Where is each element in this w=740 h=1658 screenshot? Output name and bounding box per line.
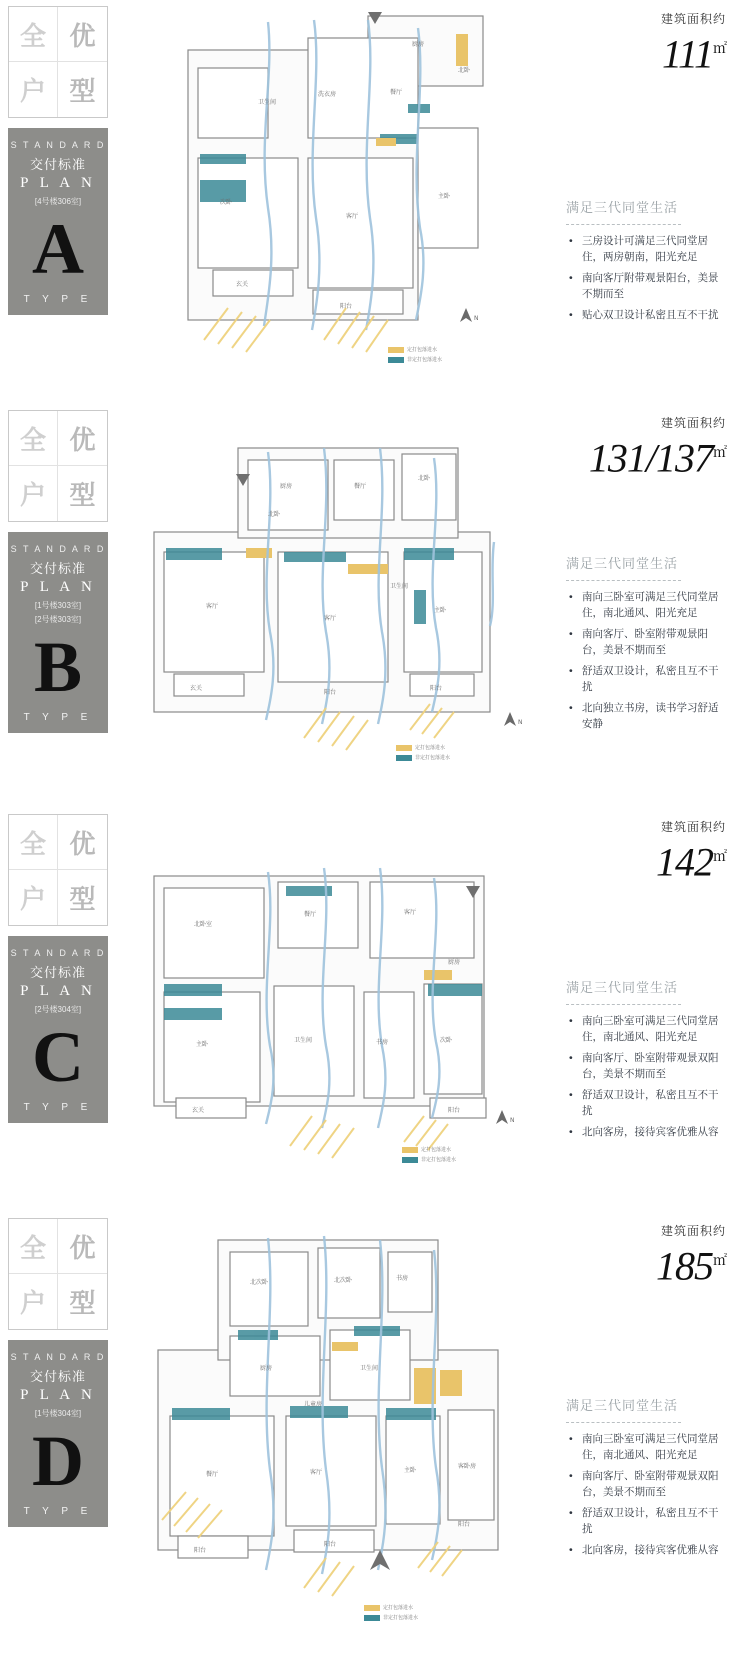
- svg-text:洗衣房: 洗衣房: [318, 91, 337, 98]
- legend-swatch-yellow-d: [364, 1605, 380, 1611]
- building-ref-b-1: [1号楼303室]: [34, 601, 82, 610]
- feature-list-b: [566, 589, 726, 732]
- svg-text:阳台: 阳台: [324, 689, 337, 696]
- feature-title-a: 满足三代同堂生活: [566, 200, 679, 216]
- legend-b: [396, 744, 450, 764]
- badge-char-3: 户: [9, 466, 58, 521]
- info-column-b: [566, 414, 726, 737]
- svg-text:餐厅: 餐厅: [390, 89, 403, 96]
- badge-char-4: 型: [69, 885, 96, 915]
- badge-char-4: 型: [69, 77, 96, 107]
- svg-text:厨房: 厨房: [412, 41, 425, 48]
- svg-text:北卧: 北卧: [268, 511, 281, 518]
- legend-swatch-teal-a: [388, 357, 404, 363]
- badge-char-3: 户: [9, 1274, 58, 1329]
- divider-b: [566, 580, 681, 581]
- list-item: • 贴心双卫设计私密且互不干扰: [580, 307, 726, 323]
- svg-text:客厅: 客厅: [404, 909, 417, 916]
- info-column-d: [566, 1222, 726, 1563]
- svg-text:N: N: [474, 315, 479, 322]
- deliver-label-d: 交付标准: [29, 1370, 86, 1385]
- area-label-c: 建筑面积约: [660, 820, 726, 834]
- feature-list-d: [566, 1431, 726, 1558]
- area-number-d: 185: [656, 1243, 713, 1289]
- legend-swatch-yellow-a: [388, 347, 404, 353]
- quality-badge-a: [8, 6, 108, 118]
- floorplan-drawing-c: [118, 816, 538, 1196]
- list-item: • 南向客厅、卧室附带观景阳台，美景不期而至: [580, 626, 726, 658]
- area-value-d: [566, 1239, 726, 1289]
- badge-char-1: 全: [9, 411, 58, 466]
- svg-text:北次卧: 北次卧: [250, 1279, 269, 1286]
- svg-text:书房: 书房: [396, 1275, 409, 1282]
- svg-text:客厅: 客厅: [324, 615, 337, 622]
- divider-d: [566, 1422, 681, 1423]
- standard-label-d: S T A N D A R D: [10, 1352, 106, 1362]
- svg-text:次卧: 次卧: [220, 199, 233, 206]
- list-item: • 南向三卧室可满足三代同堂居住，南北通风、阳光充足: [580, 589, 726, 621]
- plan-label-b: P L A N: [20, 579, 96, 595]
- svg-text:客厅: 客厅: [346, 213, 359, 220]
- floorplan-c: [118, 816, 538, 1196]
- type-letter-d: D: [32, 1421, 84, 1501]
- svg-text:客厅: 客厅: [310, 1469, 323, 1476]
- svg-text:餐厅: 餐厅: [354, 483, 367, 490]
- area-label-a: 建筑面积约: [660, 12, 726, 26]
- legend-swatch-teal-b: [396, 755, 412, 761]
- legend-text-b-2: 非定打包落进水: [415, 755, 451, 761]
- legend-swatch-teal-c: [402, 1157, 418, 1163]
- area-unit-b: ㎡: [713, 446, 726, 461]
- legend-d: [364, 1604, 418, 1624]
- svg-text:主卧: 主卧: [196, 1041, 209, 1048]
- svg-text:玄关: 玄关: [236, 281, 249, 288]
- badge-char-3: 户: [9, 62, 58, 117]
- area-unit-c: ㎡: [713, 850, 726, 865]
- area-unit-d: ㎡: [713, 1254, 726, 1269]
- feature-title-b: 满足三代同堂生活: [566, 556, 679, 572]
- list-item: • 舒适双卫设计，私密且互不干扰: [580, 1505, 726, 1537]
- area-label-b: 建筑面积约: [660, 416, 726, 430]
- plan-label-c: P L A N: [20, 983, 96, 999]
- plan-label-d: P L A N: [20, 1387, 96, 1403]
- left-badge-column-d: [8, 1218, 108, 1527]
- area-unit-a: ㎡: [713, 42, 726, 57]
- plan-badge-d: [8, 1340, 108, 1527]
- area-value-b: [566, 431, 726, 481]
- left-badge-column-a: [8, 6, 108, 315]
- svg-text:阳台: 阳台: [448, 1107, 461, 1114]
- plan-badge-b: [8, 532, 108, 733]
- badge-char-2: 优: [58, 411, 107, 466]
- divider-c: [566, 1004, 681, 1005]
- svg-text:阳台: 阳台: [430, 685, 443, 692]
- feature-list-a: [566, 233, 726, 323]
- floorplan-b: [118, 412, 538, 792]
- deliver-label-b: 交付标准: [29, 562, 86, 577]
- type-word-b: T Y P E: [23, 712, 93, 723]
- building-ref-c-1: [2号楼304室]: [34, 1005, 82, 1014]
- svg-text:北卧: 北卧: [418, 475, 431, 482]
- list-item: • 北向独立书房，读书学习舒适安静: [580, 700, 726, 732]
- badge-char-1: 全: [9, 1219, 58, 1274]
- legend-a: [388, 346, 442, 366]
- list-item: • 南向三卧室可满足三代同堂居住，南北通风、阳光充足: [580, 1013, 726, 1045]
- feature-list-c: [566, 1013, 726, 1140]
- area-value-a: [566, 27, 726, 77]
- standard-label-b: S T A N D A R D: [10, 544, 106, 554]
- info-column-a: [566, 10, 726, 328]
- quality-badge-b: [8, 410, 108, 522]
- deliver-label-a: 交付标准: [29, 158, 86, 173]
- svg-text:阳台: 阳台: [458, 1521, 471, 1528]
- list-item: • 三房设计可满足三代同堂居住，两房朝南，阳光充足: [580, 233, 726, 265]
- area-number-b: 131/137: [588, 435, 713, 481]
- svg-text:N: N: [510, 1117, 515, 1124]
- svg-text:卫生间: 卫生间: [294, 1037, 313, 1044]
- badge-char-3: 户: [9, 870, 58, 925]
- badge-char-1: 全: [9, 7, 58, 62]
- quality-badge-d: [8, 1218, 108, 1330]
- badge-char-2: 优: [58, 7, 107, 62]
- svg-text:卫生间: 卫生间: [258, 99, 277, 106]
- plan-label-a: P L A N: [20, 175, 96, 191]
- badge-char-2: 优: [58, 1219, 107, 1274]
- legend-text-c-1: 定打包落进水: [421, 1147, 452, 1153]
- svg-text:玄关: 玄关: [192, 1107, 205, 1114]
- plan-badge-a: [8, 128, 108, 315]
- unit-section-c: [0, 808, 740, 1212]
- info-column-c: [566, 818, 726, 1145]
- list-item: • 南向三卧室可满足三代同堂居住，南北通风、阳光充足: [580, 1431, 726, 1463]
- svg-text:主卧: 主卧: [438, 193, 451, 200]
- floorplan-drawing-a: [118, 8, 538, 388]
- list-item: • 舒适双卫设计，私密且互不干扰: [580, 1087, 726, 1119]
- svg-text:阳台: 阳台: [194, 1547, 207, 1554]
- svg-text:厨房: 厨房: [280, 483, 293, 490]
- area-number-c: 142: [656, 839, 713, 885]
- type-letter-a: A: [32, 209, 84, 289]
- legend-swatch-yellow-b: [396, 745, 412, 751]
- feature-title-c: 满足三代同堂生活: [566, 980, 679, 996]
- badge-char-4: 型: [69, 481, 96, 511]
- svg-text:北次卧: 北次卧: [334, 1277, 353, 1284]
- legend-text-b-1: 定打包落进水: [415, 745, 446, 751]
- area-number-a: 111: [661, 31, 713, 77]
- svg-text:厨房: 厨房: [260, 1365, 273, 1372]
- floorplan-drawing-b: [118, 412, 538, 792]
- area-value-c: [566, 835, 726, 885]
- type-word-a: T Y P E: [23, 294, 93, 305]
- unit-section-a: [0, 0, 740, 404]
- divider-a: [566, 224, 681, 225]
- legend-swatch-teal-d: [364, 1615, 380, 1621]
- feature-title-d: 满足三代同堂生活: [566, 1398, 679, 1414]
- left-badge-column-c: [8, 814, 108, 1123]
- type-word-d: T Y P E: [23, 1506, 93, 1517]
- unit-section-d: [0, 1212, 740, 1652]
- svg-text:客厅: 客厅: [206, 603, 219, 610]
- floorplan-drawing-d: [118, 1220, 538, 1640]
- svg-text:玄关: 玄关: [190, 685, 203, 692]
- svg-text:阳台: 阳台: [340, 303, 353, 310]
- svg-text:客卧房: 客卧房: [458, 1463, 477, 1470]
- unit-section-b: [0, 404, 740, 808]
- svg-text:餐厅: 餐厅: [206, 1471, 219, 1478]
- svg-text:卫生间: 卫生间: [360, 1365, 379, 1372]
- type-letter-b: B: [33, 627, 83, 707]
- svg-text:北卧: 北卧: [458, 67, 471, 74]
- legend-text-a-1: 定打包落进水: [407, 347, 438, 353]
- standard-label-c: S T A N D A R D: [10, 948, 106, 958]
- building-ref-b-2: [2号楼303室]: [34, 615, 82, 624]
- legend-swatch-yellow-c: [402, 1147, 418, 1153]
- floorplan-d: [118, 1220, 538, 1640]
- badge-char-1: 全: [9, 815, 58, 870]
- svg-text:儿童房: 儿童房: [304, 1401, 323, 1408]
- list-item: • 北向客房，接待宾客优雅从容: [580, 1124, 726, 1140]
- type-letter-c: C: [32, 1017, 84, 1097]
- list-item: • 南向客厅、卧室附带观景双阳台，美景不期而至: [580, 1050, 726, 1082]
- left-badge-column-b: [8, 410, 108, 733]
- deliver-label-c: 交付标准: [29, 966, 86, 981]
- svg-text:主卧: 主卧: [404, 1467, 417, 1474]
- building-ref-a-1: [4号楼306室]: [34, 197, 82, 206]
- type-word-c: T Y P E: [23, 1102, 93, 1113]
- svg-text:书房: 书房: [376, 1039, 389, 1046]
- standard-label-a: S T A N D A R D: [10, 140, 106, 150]
- legend-text-d-1: 定打包落进水: [383, 1605, 414, 1611]
- legend-text-d-2: 非定打包落进水: [383, 1615, 419, 1621]
- legend-text-c-2: 非定打包落进水: [421, 1157, 457, 1163]
- list-item: • 南向客厅、卧室附带观景双阳台，美景不期而至: [580, 1468, 726, 1500]
- svg-text:N: N: [518, 719, 523, 726]
- legend-text-a-2: 非定打包落进水: [407, 357, 443, 363]
- list-item: • 舒适双卫设计，私密且互不干扰: [580, 663, 726, 695]
- legend-c: [402, 1146, 456, 1166]
- svg-text:阳台: 阳台: [324, 1541, 337, 1548]
- badge-char-4: 型: [69, 1289, 96, 1319]
- list-item: • 北向客房，接待宾客优雅从容: [580, 1542, 726, 1558]
- floorplan-a: [118, 8, 538, 388]
- quality-badge-c: [8, 814, 108, 926]
- svg-text:厨房: 厨房: [448, 959, 461, 966]
- badge-char-2: 优: [58, 815, 107, 870]
- svg-text:次卧: 次卧: [440, 1037, 453, 1044]
- list-item: • 南向客厅附带观景阳台，美景不期而至: [580, 270, 726, 302]
- svg-text:北卧室: 北卧室: [194, 921, 213, 928]
- svg-text:主卧: 主卧: [434, 607, 447, 614]
- svg-text:餐厅: 餐厅: [304, 911, 317, 918]
- svg-text:卫生间: 卫生间: [390, 583, 409, 590]
- area-label-d: 建筑面积约: [660, 1224, 726, 1238]
- building-ref-d-1: [1号楼304室]: [34, 1409, 82, 1418]
- plan-badge-c: [8, 936, 108, 1123]
